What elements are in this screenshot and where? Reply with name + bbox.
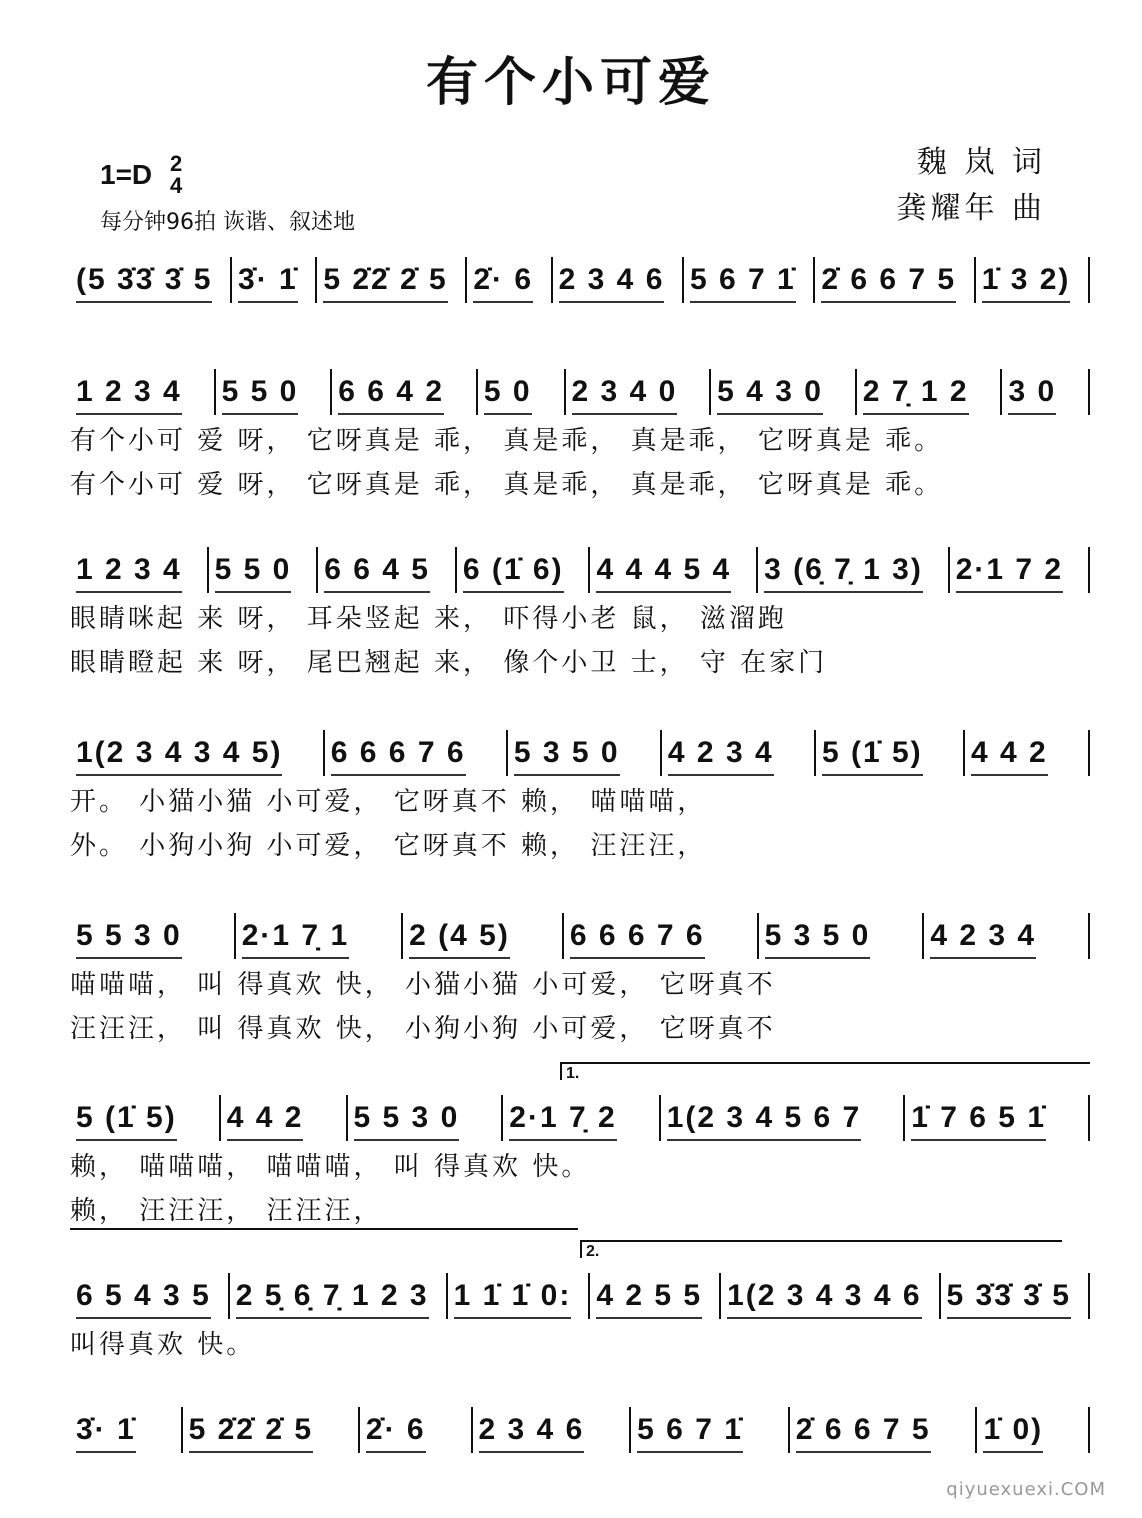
measure	[977, 1410, 1088, 1450]
measure-notes: 1 2 3 4	[76, 553, 182, 586]
measure	[473, 1410, 630, 1450]
measure-notes: 5 5 0	[214, 553, 292, 586]
notation-row	[70, 550, 1090, 590]
lyric-line: 喵喵喵， 叫 得真欢 快， 小猫小猫 小可爱， 它呀真不	[70, 970, 776, 1000]
time-signature-bottom: 4	[170, 173, 183, 198]
lyric-line: 有个小可 爱 呀， 它呀真是 乖， 真是乖， 真是乖， 它呀真是 乖。	[70, 470, 944, 500]
notation-row	[70, 733, 1090, 773]
measure-notes: 3 (6̣ 7̣ 1 3)	[764, 553, 923, 586]
measure	[70, 372, 214, 412]
measure-notes: 3 0	[1008, 375, 1057, 408]
measure	[721, 1276, 938, 1316]
measure-notes: 5 3̇3̇ 3̇ 5	[946, 1279, 1071, 1312]
measure-notes: 4 2 3 4	[930, 919, 1037, 952]
measure	[566, 372, 710, 412]
measure-notes: 4 4 2	[971, 736, 1048, 769]
measure	[590, 550, 756, 590]
lyric-line: 叫得真欢 快。	[70, 1330, 256, 1360]
measure	[332, 372, 476, 412]
lyric-line: 眼睛瞪起 来 呀， 尾巴翘起 来， 像个小卫 士， 守 在家门	[70, 648, 828, 678]
measure-notes: 5 5 3 0	[76, 919, 182, 952]
measure	[950, 550, 1088, 590]
measure	[564, 916, 757, 956]
lyric-line: 赖， 喵喵喵， 喵喵喵， 叫 得真欢 快。	[70, 1152, 591, 1182]
lyric-line: 汪汪汪， 叫 得真欢 快， 小狗小狗 小可爱， 它呀真不	[70, 1014, 776, 1044]
measure	[857, 372, 1001, 412]
measure-notes: 5 3 5 0	[764, 919, 871, 952]
measure-notes: 6 6 4 2	[338, 375, 445, 408]
measure	[905, 1098, 1088, 1138]
measure	[221, 1098, 346, 1138]
watermark: qiyuexuexi.COM	[946, 1479, 1106, 1500]
measure-notes: 6 6 6 7 6	[330, 736, 466, 769]
barline	[1088, 369, 1090, 415]
credits	[896, 140, 1046, 232]
lyric-line: 有个小可 爱 呀， 它呀真是 乖， 真是乖， 真是乖， 它呀真是 乖。	[70, 426, 944, 456]
measure	[924, 916, 1088, 956]
measure-notes: 4 2 5 5	[596, 1279, 703, 1312]
measure-notes: 4 2 3 4	[667, 736, 774, 769]
measure	[503, 1098, 658, 1138]
time-signature-top: 2	[170, 151, 183, 176]
measure	[553, 260, 682, 300]
measure	[70, 1410, 181, 1450]
measure-notes: 1(2 3 4 3 4 6	[727, 1279, 922, 1312]
lyric-line: 开。 小猫小猫 小可爱， 它呀真不 赖， 喵喵喵，	[70, 787, 707, 817]
measure	[684, 260, 813, 300]
measure-notes: 5 0	[483, 375, 532, 408]
measure	[815, 260, 973, 300]
measure-notes: 5 5 3 0	[353, 1101, 460, 1134]
measure-notes: 2 3 4 6	[478, 1413, 585, 1446]
measure-notes: 3̇· 1̇	[76, 1413, 136, 1446]
notation-row	[70, 372, 1090, 412]
barline	[1088, 257, 1090, 303]
measure-notes: 6 5 4 3 5	[76, 1279, 211, 1312]
measure	[941, 1276, 1088, 1316]
measure-notes: 4 4 4 5 4	[596, 553, 732, 586]
measure	[790, 1410, 976, 1450]
measure-notes: 2·1 7 2	[955, 553, 1064, 586]
measure-notes: 1(2 3 4 3 4 5)	[76, 736, 283, 769]
measure	[448, 1276, 589, 1316]
measure	[325, 733, 506, 773]
barline	[1088, 1273, 1090, 1319]
measure	[631, 1410, 788, 1450]
measure-notes: 2̇· 6	[365, 1413, 426, 1446]
measure	[216, 372, 331, 412]
measure	[360, 1410, 471, 1450]
measure-notes: 5 4 3 0	[717, 375, 823, 408]
measure-notes: 5 6 7 1̇	[637, 1413, 743, 1446]
measure	[317, 260, 465, 300]
lyric-line: 眼睛咪起 来 呀， 耳朵竖起 来， 吓得小老 鼠， 滋溜跑	[70, 604, 787, 634]
measure	[478, 372, 564, 412]
measure-notes: 1(2 3 4 5 6 7	[666, 1101, 862, 1134]
measure	[70, 260, 230, 300]
notation-row	[70, 1098, 1090, 1138]
measure-notes: 2·1 7̣ 2	[509, 1101, 617, 1134]
measure-notes: 4 4 2	[226, 1101, 304, 1134]
measure-notes: 2̇ 6 6 7 5	[821, 263, 957, 296]
measure	[230, 1276, 446, 1316]
measure-notes: 2 3 4 6	[558, 263, 665, 296]
tempo-marking: 每分钟96拍 诙谐、叙述地	[100, 210, 355, 235]
composer-credit: 龚耀年 曲	[896, 191, 1046, 226]
measure-notes: 5 2̇2̇ 2̇ 5	[323, 263, 448, 296]
measure-notes: 6 6 4 5	[324, 553, 430, 586]
measure-notes: 1̇ 3 2)	[981, 263, 1071, 296]
measure	[816, 733, 963, 773]
measure	[976, 260, 1088, 300]
measure-notes: 1̇ 0)	[983, 1413, 1044, 1446]
measure-notes: 1 2 3 4	[76, 375, 182, 408]
measure	[232, 260, 315, 300]
key-signature	[100, 150, 184, 200]
measure-notes: 2 3 4 0	[571, 375, 678, 408]
barline	[1088, 1407, 1090, 1453]
measure-notes: 6 6 6 7 6	[569, 919, 705, 952]
measure-notes: 2̇· 6	[473, 263, 534, 296]
measure-notes: 5 5 0	[221, 375, 299, 408]
measure	[209, 550, 317, 590]
volta-end-line	[70, 1228, 578, 1230]
measure	[183, 1410, 358, 1450]
measure-notes: 2̇ 6 6 7 5	[795, 1413, 931, 1446]
measure-notes: 2 5̣ 6̣ 7̣ 1 2 3	[235, 1279, 429, 1312]
measure	[403, 916, 562, 956]
barline	[1088, 730, 1090, 776]
measure	[508, 733, 660, 773]
measure-notes: 2 (4 5)	[409, 919, 510, 952]
measure	[70, 550, 207, 590]
notation-row	[70, 916, 1090, 956]
measure	[457, 550, 589, 590]
lyric-line: 赖， 汪汪汪， 汪汪汪，	[70, 1196, 383, 1226]
measure	[662, 733, 814, 773]
measure	[236, 916, 401, 956]
measure-notes: 5 6 7 1̇	[689, 263, 796, 296]
volta-bracket: 1.	[560, 1062, 1090, 1080]
measure	[70, 916, 234, 956]
song-title: 有个小可爱	[425, 52, 716, 113]
notation-row	[70, 260, 1090, 300]
volta-bracket: 2.	[580, 1240, 1062, 1258]
lyricist-credit: 魏 岚 词	[916, 145, 1046, 180]
notation-row	[70, 1410, 1090, 1450]
measure	[348, 1098, 502, 1138]
measure-notes: 2 7̣ 1 2	[862, 375, 969, 408]
measure-notes: 5 3 5 0	[513, 736, 620, 769]
measure-notes: 3̇· 1̇	[238, 263, 298, 296]
measure	[467, 260, 550, 300]
measure	[1002, 372, 1088, 412]
notation-row	[70, 1276, 1090, 1316]
measure	[590, 1276, 719, 1316]
measure-notes: 2·1 7̣ 1	[241, 919, 350, 952]
measure-notes: 5 2̇2̇ 2̇ 5	[188, 1413, 314, 1446]
measure	[70, 733, 323, 773]
measure-notes: 1̇ 7 6 5 1̇	[911, 1101, 1046, 1134]
measure	[661, 1098, 904, 1138]
barline	[1088, 913, 1090, 959]
measure	[711, 372, 855, 412]
measure	[965, 733, 1088, 773]
barline	[1088, 1095, 1090, 1141]
key-label: 1=D	[100, 159, 153, 190]
measure-notes: (5 3̇3̇ 3̇ 5	[76, 263, 213, 296]
measure	[759, 916, 923, 956]
measure	[70, 1098, 219, 1138]
time-signature	[168, 153, 184, 197]
measure	[70, 1276, 228, 1316]
measure-notes: 6 (1̇ 6)	[462, 553, 564, 586]
barline	[1088, 547, 1090, 593]
measure-notes: 5 (1̇ 5)	[76, 1101, 177, 1134]
measure-notes: 1 1̇ 1̇ 0:	[453, 1279, 572, 1312]
lyric-line: 外。 小狗小狗 小可爱， 它呀真不 赖， 汪汪汪，	[70, 831, 707, 861]
measure	[758, 550, 948, 590]
measure	[318, 550, 455, 590]
measure-notes: 5 (1̇ 5)	[821, 736, 923, 769]
